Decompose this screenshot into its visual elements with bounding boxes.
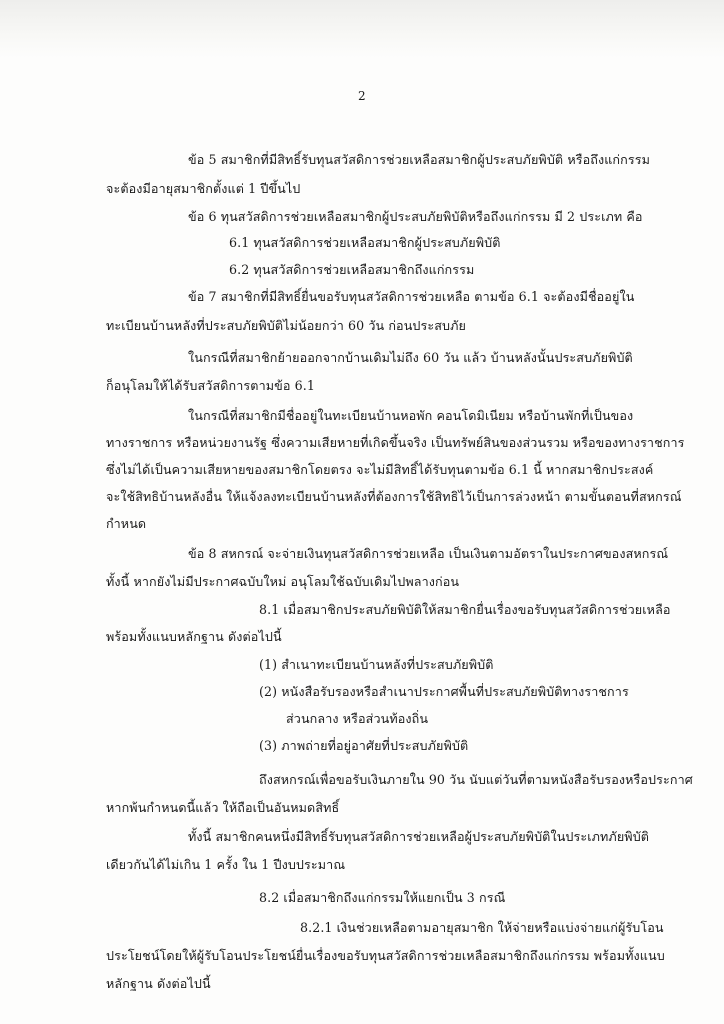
clause-7-line-2: ทะเบียนบ้านหลังที่ประสบภัยพิบัติไม่น้อยกว่า 60 วัน ก่อนประสบภัย [106, 318, 467, 333]
clause-7-line-1: ข้อ 7 สมาชิกที่มีสิทธิ์ยื่นขอรับทุนสวัสดิการช่วยเหลือ ตามข้อ 6.1 จะต้องมีชื่ออยู่ใน [188, 289, 635, 304]
scan-shadow [0, 0, 724, 58]
clause-5-line-1: ข้อ 5 สมาชิกที่มีสิทธิ์รับทุนสวัสดิการช่วยเหลือสมาชิกผู้ประสบภัยพิบัติ หรือถึงแก่กรรม [188, 152, 651, 167]
clause-8-2-1-line-1: 8.2.1 เงินช่วยเหลือตามอายุสมาชิก ให้จ่ายหรือแบ่งจ่ายแก่ผู้รับโอน [300, 920, 664, 935]
clause-8-2-1-line-3: หลักฐาน ดังต่อไปนี้ [106, 976, 211, 991]
clause-7-para-2-line-2: ก็อนุโลมให้ได้รับสวัสดิการตามข้อ 6.1 [106, 378, 315, 393]
clause-8-1-line-1: 8.1 เมื่อสมาชิกประสบภัยพิบัติให้สมาชิกยื่นเรื่องขอรับทุนสวัสดิการช่วยเหลือ [259, 602, 671, 617]
clause-6-line-1: ข้อ 6 ทุนสวัสดิการช่วยเหลือสมาชิกผู้ประสบภัยพิบัติหรือถึงแก่กรรม มี 2 ประเภท คือ [188, 209, 643, 224]
clause-8-2: 8.2 เมื่อสมาชิกถึงแก่กรรมให้แยกเป็น 3 กรณี [259, 890, 506, 905]
clause-6-2: 6.2 ทุนสวัสดิการช่วยเหลือสมาชิกถึงแก่กรรม [229, 262, 475, 277]
evidence-item-1: (1) สำเนาทะเบียนบ้านหลังที่ประสบภัยพิบัติ [259, 657, 494, 672]
evidence-item-3: (3) ภาพถ่ายที่อยู่อาศัยที่ประสบภัยพิบัติ [259, 738, 469, 753]
clause-7-para-3-line-3: ซึ่งไม่ได้เป็นความเสียหายของสมาชิกโดยตรง จะไม่มีสิทธิ์ได้รับทุนตามข้อ 6.1 นี้ หากสมาชิกประสงค์ [106, 462, 654, 477]
clause-7-para-3-line-4: จะใช้สิทธิบ้านหลังอื่น ให้แจ้งลงทะเบียนบ้านหลังที่ต้องการใช้สิทธิไว้เป็นการล่วงหน้า ตามขั้นตอนที่สหกรณ์ [106, 489, 682, 504]
clause-7-para-2-line-1: ในกรณีที่สมาชิกย้ายออกจากบ้านเดิมไม่ถึง 60 วัน แล้ว บ้านหลังนั้นประสบภัยพิบัติ [188, 350, 633, 365]
limit-line-2: เดียวกันได้ไม่เกิน 1 ครั้ง ใน 1 ปีงบประมาณ [106, 857, 346, 872]
page-number: 2 [358, 89, 366, 103]
clause-8-1-line-2: พร้อมทั้งแนบหลักฐาน ดังต่อไปนี้ [106, 629, 282, 644]
clause-8-line-2: ทั้งนี้ หากยังไม่มีประกาศฉบับใหม่ อนุโลมใช้ฉบับเดิมไปพลางก่อน [106, 574, 460, 589]
clause-5-line-2: จะต้องมีอายุสมาชิกตั้งแต่ 1 ปีขึ้นไป [106, 181, 301, 196]
evidence-item-2-line-2: ส่วนกลาง หรือส่วนท้องถิ่น [286, 711, 429, 726]
clause-7-para-3-line-5: กำหนด [106, 516, 147, 531]
clause-8-line-1: ข้อ 8 สหกรณ์ จะจ่ายเงินทุนสวัสดิการช่วยเหลือ เป็นเงินตามอัตราในประกาศของสหกรณ์ [188, 546, 669, 561]
clause-8-2-1-line-2: ประโยชน์โดยให้ผู้รับโอนประโยชน์ยื่นเรื่องขอรับทุนสวัสดิการช่วยเหลือสมาชิกถึงแก่กรรม พร้อมทั้งแนบ [106, 948, 665, 963]
deadline-line-2: หากพ้นกำหนดนี้แล้ว ให้ถือเป็นอันหมดสิทธิ์ [106, 800, 340, 815]
deadline-line-1: ถึงสหกรณ์เพื่อขอรับเงินภายใน 90 วัน นับแต่วันที่ตามหนังสือรับรองหรือประกาศ [259, 772, 693, 787]
evidence-item-2-line-1: (2) หนังสือรับรองหรือสำเนาประกาศพื้นที่ประสบภัยพิบัติทางราชการ [259, 684, 629, 699]
clause-7-para-3-line-1: ในกรณีที่สมาชิกมีชื่ออยู่ในทะเบียนบ้านหอพัก คอนโดมิเนียม หรือบ้านพักที่เป็นของ [188, 408, 634, 423]
limit-line-1: ทั้งนี้ สมาชิกคนหนึ่งมีสิทธิ์รับทุนสวัสดิการช่วยเหลือผู้ประสบภัยพิบัติในประเภทภัยพิบัติ [188, 829, 650, 844]
clause-6-1: 6.1 ทุนสวัสดิการช่วยเหลือสมาชิกผู้ประสบภัยพิบัติ [229, 235, 501, 250]
clause-7-para-3-line-2: ทางราชการ หรือหน่วยงานรัฐ ซึ่งความเสียหายที่เกิดขึ้นจริง เป็นทรัพย์สินของส่วนรวม หรือของทางราชการ [106, 435, 685, 450]
